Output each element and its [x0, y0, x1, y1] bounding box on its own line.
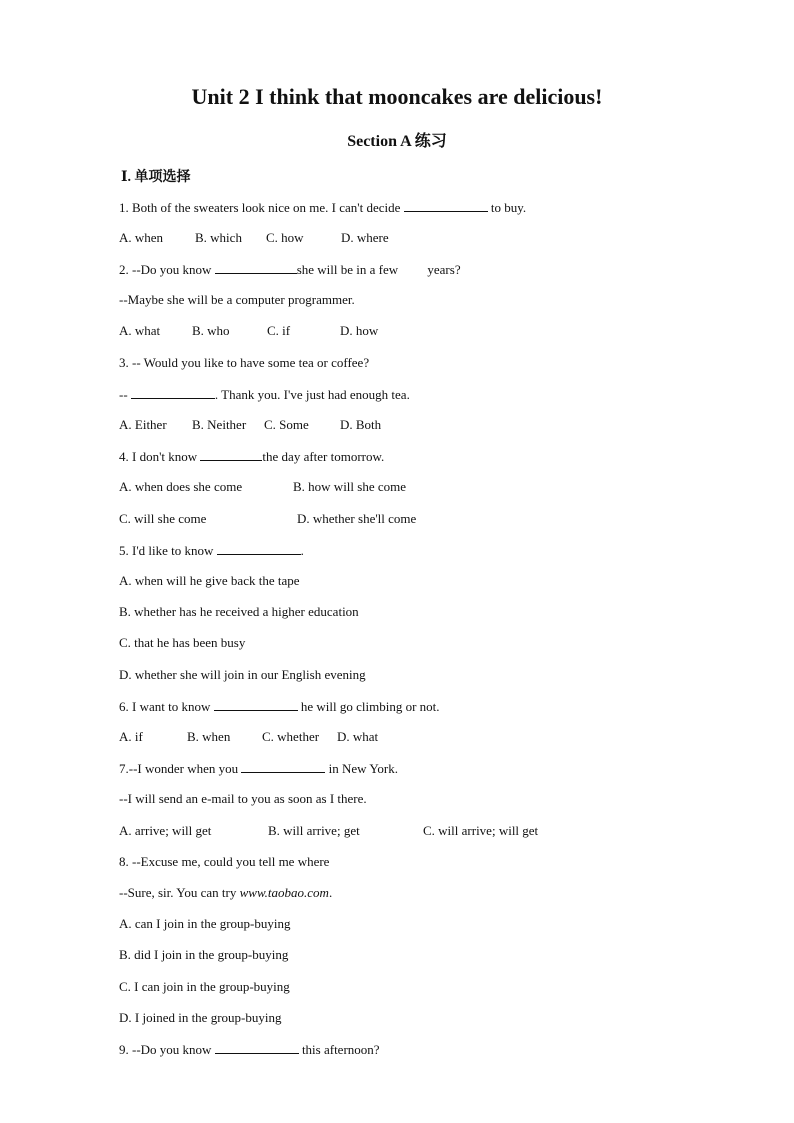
- option-d[interactable]: D. how: [340, 323, 379, 338]
- question-1-options: [119, 230, 679, 246]
- answer-blank[interactable]: [131, 386, 215, 399]
- option-b[interactable]: B. will arrive; get: [268, 823, 360, 838]
- option-b[interactable]: B. when: [187, 729, 231, 744]
- question-9-stem: 9. --Do you know this afternoon?: [119, 1042, 380, 1057]
- question-3-options: [119, 417, 679, 433]
- answer-blank[interactable]: [215, 261, 297, 274]
- option-b[interactable]: B. whether has he received a higher education: [119, 604, 359, 619]
- question-3-stem: 3. -- Would you like to have some tea or coffee?: [119, 355, 370, 370]
- question-6-options: [119, 729, 679, 745]
- option-b[interactable]: B. Neither: [192, 417, 247, 432]
- option-d[interactable]: D. whether she'll come: [297, 511, 417, 526]
- answer-blank[interactable]: [214, 698, 298, 711]
- question-4-options-cd: [119, 511, 679, 527]
- option-a[interactable]: A. if: [119, 729, 143, 744]
- option-c[interactable]: C. I can join in the group-buying: [119, 979, 290, 994]
- option-c[interactable]: C. will arrive; will get: [423, 823, 539, 838]
- option-d[interactable]: D. I joined in the group-buying: [119, 1010, 282, 1025]
- page-title: Unit 2 I think that mooncakes are delicious!: [191, 84, 603, 109]
- option-a[interactable]: A. arrive; will get: [119, 823, 212, 838]
- question-7-options: [119, 823, 679, 839]
- answer-blank[interactable]: [404, 199, 488, 212]
- section-heading: Ⅰ. 单项选择: [121, 170, 191, 185]
- question-8-stem: 8. --Excuse me, could you tell me where: [119, 854, 330, 869]
- option-b[interactable]: B. which: [195, 230, 242, 245]
- page-subtitle: Section A 练习: [347, 133, 447, 150]
- question-2-options: [119, 323, 679, 339]
- option-d[interactable]: D. what: [337, 729, 379, 744]
- option-d[interactable]: D. Both: [340, 417, 382, 432]
- question-2-stem: 2. --Do you know she will be in a few years?: [119, 262, 461, 277]
- question-4-options-ab: [119, 479, 679, 495]
- option-d[interactable]: D. whether she will join in our English evening: [119, 667, 366, 682]
- question-1-stem: 1. Both of the sweaters look nice on me. I can't decide to buy.: [119, 200, 527, 215]
- option-d[interactable]: D. where: [341, 230, 389, 245]
- option-a[interactable]: A. when will he give back the tape: [119, 573, 300, 588]
- option-c[interactable]: C. if: [267, 323, 291, 338]
- option-a[interactable]: A. what: [119, 323, 161, 338]
- option-c[interactable]: C. that he has been busy: [119, 635, 246, 650]
- answer-blank[interactable]: [215, 1041, 299, 1054]
- question-8-reply: --Sure, sir. You can try www.taobao.com.: [119, 885, 333, 900]
- answer-blank[interactable]: [241, 760, 325, 773]
- option-a[interactable]: A. when does she come: [119, 479, 243, 494]
- question-5-stem: 5. I'd like to know .: [119, 543, 304, 558]
- option-c[interactable]: C. how: [266, 230, 304, 245]
- question-7-stem: 7.--I wonder when you in New York.: [119, 761, 398, 776]
- option-a[interactable]: A. Either: [119, 417, 167, 432]
- option-a[interactable]: A. can I join in the group-buying: [119, 916, 291, 931]
- question-4-stem: 4. I don't know the day after tomorrow.: [119, 449, 385, 464]
- option-c[interactable]: C. will she come: [119, 511, 207, 526]
- option-b[interactable]: B. who: [192, 323, 230, 338]
- option-c[interactable]: C. whether: [262, 729, 320, 744]
- question-7-reply: --I will send an e-mail to you as soon as I there.: [119, 791, 367, 806]
- option-b[interactable]: B. did I join in the group-buying: [119, 947, 289, 962]
- option-c[interactable]: C. Some: [264, 417, 309, 432]
- question-3-reply: -- . Thank you. I've just had enough tea.: [119, 387, 410, 402]
- question-6-stem: 6. I want to know he will go climbing or not.: [119, 699, 440, 714]
- answer-blank[interactable]: [200, 448, 262, 461]
- question-2-reply: --Maybe she will be a computer programmer.: [119, 292, 355, 307]
- taobao-url: www.taobao.com: [239, 885, 329, 900]
- option-b[interactable]: B. how will she come: [293, 479, 407, 494]
- option-a[interactable]: A. when: [119, 230, 164, 245]
- answer-blank[interactable]: [217, 542, 301, 555]
